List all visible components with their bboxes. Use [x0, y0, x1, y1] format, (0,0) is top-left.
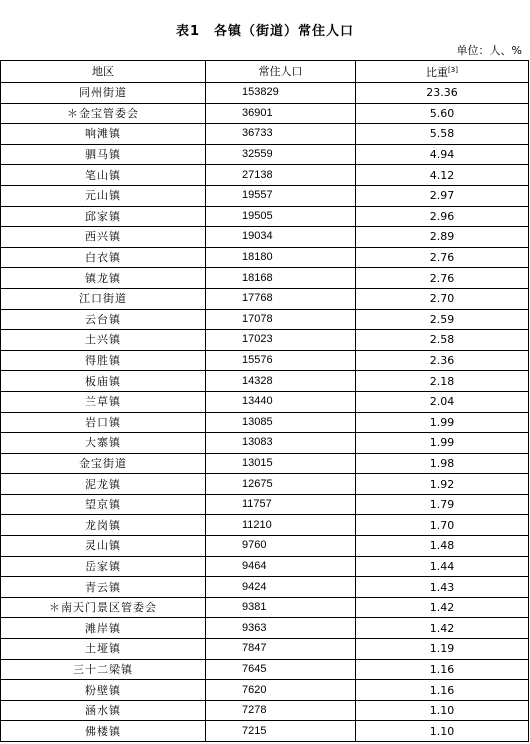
- area-cell: 滩岸镇: [1, 618, 206, 639]
- ratio-cell: 2.18: [356, 371, 529, 392]
- table-row: [1, 515, 529, 536]
- population-cell: 9381: [206, 597, 356, 618]
- population-cell: 9464: [206, 556, 356, 577]
- ratio-cell: 1.44: [356, 556, 529, 577]
- table-row: [1, 83, 529, 104]
- population-cell: 18180: [206, 247, 356, 268]
- population-cell: 7278: [206, 700, 356, 721]
- table-row: [1, 185, 529, 206]
- ratio-cell: 1.16: [356, 659, 529, 680]
- table-title: 表1 各镇（街道）常住人口: [175, 24, 355, 39]
- ratio-cell: 4.94: [356, 144, 529, 165]
- header-ratio: [356, 61, 529, 83]
- ratio-cell: 1.48: [356, 536, 529, 557]
- area-cell: 驷马镇: [1, 144, 206, 165]
- ratio-cell: 1.99: [356, 412, 529, 433]
- table-row: [1, 371, 529, 392]
- population-cell: 13085: [206, 412, 356, 433]
- table-row: [1, 700, 529, 721]
- population-cell: 7645: [206, 659, 356, 680]
- area-cell: 岩口镇: [1, 412, 206, 433]
- area-cell: 佛楼镇: [1, 721, 206, 742]
- population-cell: 36733: [206, 124, 356, 145]
- area-cell: 龙岗镇: [1, 515, 206, 536]
- table-row: [1, 144, 529, 165]
- table-row: [1, 474, 529, 495]
- table-row: [1, 124, 529, 145]
- population-cell: 17078: [206, 309, 356, 330]
- area-cell: 西兴镇: [1, 227, 206, 248]
- population-cell: 36901: [206, 103, 356, 124]
- population-cell: 19505: [206, 206, 356, 227]
- area-cell: 土垭镇: [1, 639, 206, 660]
- table-row: [1, 165, 529, 186]
- ratio-cell: 1.70: [356, 515, 529, 536]
- population-cell: 15576: [206, 350, 356, 371]
- area-cell: 土兴镇: [1, 330, 206, 351]
- area-cell: 泥龙镇: [1, 474, 206, 495]
- population-cell: 19034: [206, 227, 356, 248]
- table-row: [1, 618, 529, 639]
- table-row: [1, 288, 529, 309]
- ratio-cell: 1.16: [356, 680, 529, 701]
- table-row: [1, 391, 529, 412]
- header-population: 常住人口: [206, 61, 356, 83]
- population-cell: 11757: [206, 494, 356, 515]
- population-cell: 17768: [206, 288, 356, 309]
- ratio-cell: 1.92: [356, 474, 529, 495]
- ratio-cell: 1.19: [356, 639, 529, 660]
- area-cell: 涵水镇: [1, 700, 206, 721]
- header-ratio-label: 比重: [426, 66, 449, 79]
- population-cell: 9424: [206, 577, 356, 598]
- population-cell: 19557: [206, 185, 356, 206]
- population-cell: 13015: [206, 453, 356, 474]
- table-row: [1, 268, 529, 289]
- population-table: [0, 60, 529, 742]
- ratio-cell: 1.10: [356, 700, 529, 721]
- table-row: [1, 556, 529, 577]
- header-ratio-note: [3]: [448, 66, 458, 74]
- area-cell: 元山镇: [1, 185, 206, 206]
- unit-label: 单位：人、%: [456, 44, 522, 57]
- ratio-cell: 2.76: [356, 268, 529, 289]
- area-cell: 笔山镇: [1, 165, 206, 186]
- ratio-cell: 1.43: [356, 577, 529, 598]
- ratio-cell: 2.36: [356, 350, 529, 371]
- area-cell: ＊金宝管委会: [1, 103, 206, 124]
- area-cell: 金宝街道: [1, 453, 206, 474]
- table-row: [1, 680, 529, 701]
- ratio-cell: 2.96: [356, 206, 529, 227]
- ratio-cell: 2.58: [356, 330, 529, 351]
- table-row: [1, 309, 529, 330]
- ratio-cell: 5.60: [356, 103, 529, 124]
- area-cell: 望京镇: [1, 494, 206, 515]
- area-cell: 得胜镇: [1, 350, 206, 371]
- table-row: [1, 721, 529, 742]
- table-row: [1, 453, 529, 474]
- area-cell: 江口街道: [1, 288, 206, 309]
- table-row: [1, 330, 529, 351]
- population-cell: 18168: [206, 268, 356, 289]
- population-cell: 153829: [206, 83, 356, 104]
- population-cell: 7847: [206, 639, 356, 660]
- ratio-cell: 1.99: [356, 433, 529, 454]
- table-row: [1, 103, 529, 124]
- ratio-cell: 1.42: [356, 618, 529, 639]
- population-cell: 32559: [206, 144, 356, 165]
- ratio-cell: 2.04: [356, 391, 529, 412]
- population-cell: 7620: [206, 680, 356, 701]
- ratio-cell: 2.97: [356, 185, 529, 206]
- table-row: [1, 206, 529, 227]
- population-cell: 7215: [206, 721, 356, 742]
- table-header-row: [1, 61, 529, 83]
- ratio-cell: 1.10: [356, 721, 529, 742]
- population-cell: 9363: [206, 618, 356, 639]
- population-cell: 12675: [206, 474, 356, 495]
- ratio-cell: 4.12: [356, 165, 529, 186]
- ratio-cell: 5.58: [356, 124, 529, 145]
- area-cell: 三十二梁镇: [1, 659, 206, 680]
- table-row: [1, 227, 529, 248]
- table-body: [1, 83, 529, 742]
- area-cell: 云台镇: [1, 309, 206, 330]
- population-cell: 17023: [206, 330, 356, 351]
- area-cell: 兰草镇: [1, 391, 206, 412]
- table-row: [1, 412, 529, 433]
- population-cell: 13083: [206, 433, 356, 454]
- table-row: [1, 494, 529, 515]
- ratio-cell: 1.79: [356, 494, 529, 515]
- area-cell: 镇龙镇: [1, 268, 206, 289]
- area-cell: 灵山镇: [1, 536, 206, 557]
- population-cell: 14328: [206, 371, 356, 392]
- area-cell: 同州街道: [1, 83, 206, 104]
- ratio-cell: 1.42: [356, 597, 529, 618]
- ratio-cell: 23.36: [356, 83, 529, 104]
- population-cell: 11210: [206, 515, 356, 536]
- area-cell: 青云镇: [1, 577, 206, 598]
- table-row: [1, 577, 529, 598]
- area-cell: 大寨镇: [1, 433, 206, 454]
- table-row: [1, 247, 529, 268]
- table-row: [1, 433, 529, 454]
- ratio-cell: 2.76: [356, 247, 529, 268]
- area-cell: 粉壁镇: [1, 680, 206, 701]
- ratio-cell: 2.70: [356, 288, 529, 309]
- population-cell: 13440: [206, 391, 356, 412]
- population-cell: 27138: [206, 165, 356, 186]
- table-row: [1, 536, 529, 557]
- area-cell: 邱家镇: [1, 206, 206, 227]
- ratio-cell: 2.59: [356, 309, 529, 330]
- area-cell: 白衣镇: [1, 247, 206, 268]
- table-row: [1, 350, 529, 371]
- table-row: [1, 659, 529, 680]
- ratio-cell: 1.98: [356, 453, 529, 474]
- area-cell: 响滩镇: [1, 124, 206, 145]
- table-row: [1, 639, 529, 660]
- header-area: 地区: [1, 61, 206, 83]
- population-cell: 9760: [206, 536, 356, 557]
- ratio-cell: 2.89: [356, 227, 529, 248]
- area-cell: 岳家镇: [1, 556, 206, 577]
- area-cell: ＊南天门景区管委会: [1, 597, 206, 618]
- area-cell: 板庙镇: [1, 371, 206, 392]
- table-row: [1, 597, 529, 618]
